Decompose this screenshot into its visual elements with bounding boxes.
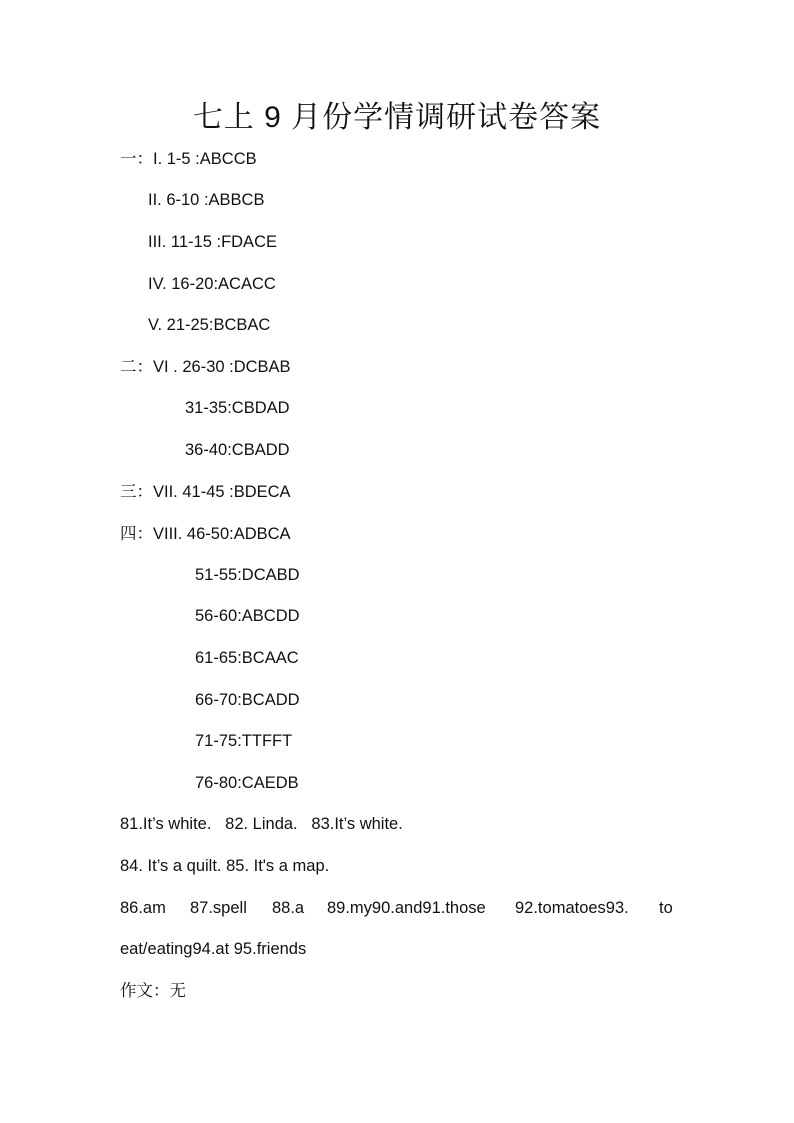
answer-line-section-4-part-6: 71-75:TTFFT [195,732,293,750]
answer-line-section-1-part-2: II. 6-10 :ABBCB [148,191,265,209]
answer-89-91: 89.my90.and91.those [327,899,486,917]
answer-93-continued: to [659,899,673,917]
answer-92-93: 92.tomatoes93. [515,899,629,917]
answer-line-section-1-part-3: III. 11-15 :FDACE [148,233,277,251]
answer-line-section-2-part-1: 二：VI . 26-30 :DCBAB [120,358,291,376]
answer-line-section-4-part-2: 51-55:DCABD [195,566,300,584]
answer-line-84-85: 84. It’s a quilt. 85. It's a map. [120,857,330,875]
answer-line-section-4-part-1: 四：VIII. 46-50:ADBCA [120,525,291,543]
answer-line-section-4-part-3: 56-60:ABCDD [195,607,300,625]
page-title: 七上 9 月份学情调研试卷答案 [192,101,602,134]
answer-line-section-1-part-1: 一：I. 1-5 :ABCCB [120,150,257,168]
answer-line-section-4-part-4: 61-65:BCAAC [195,649,299,667]
answer-line-section-1-part-4: IV. 16-20:ACACC [148,275,276,293]
answer-87: 87.spell [190,899,247,917]
answer-line-section-2-part-3: 36-40:CBADD [185,441,290,459]
answer-line-81-83: 81.It’s white. 82. Linda. 83.It’s white. [120,815,403,833]
answer-line-section-4-part-5: 66-70:BCADD [195,691,300,709]
answer-line-section-1-part-5: V. 21-25:BCBAC [148,316,271,334]
answer-line-section-3: 三：VII. 41-45 :BDECA [120,483,291,501]
answer-88: 88.a [272,899,305,917]
essay-answer: 作文：无 [120,982,186,1000]
answer-line-section-4-part-7: 76-80:CAEDB [195,774,299,792]
answer-line-93-95: eat/eating94.at 95.friends [120,940,307,958]
answer-line-section-2-part-2: 31-35:CBDAD [185,399,290,417]
answer-86: 86.am [120,899,166,917]
